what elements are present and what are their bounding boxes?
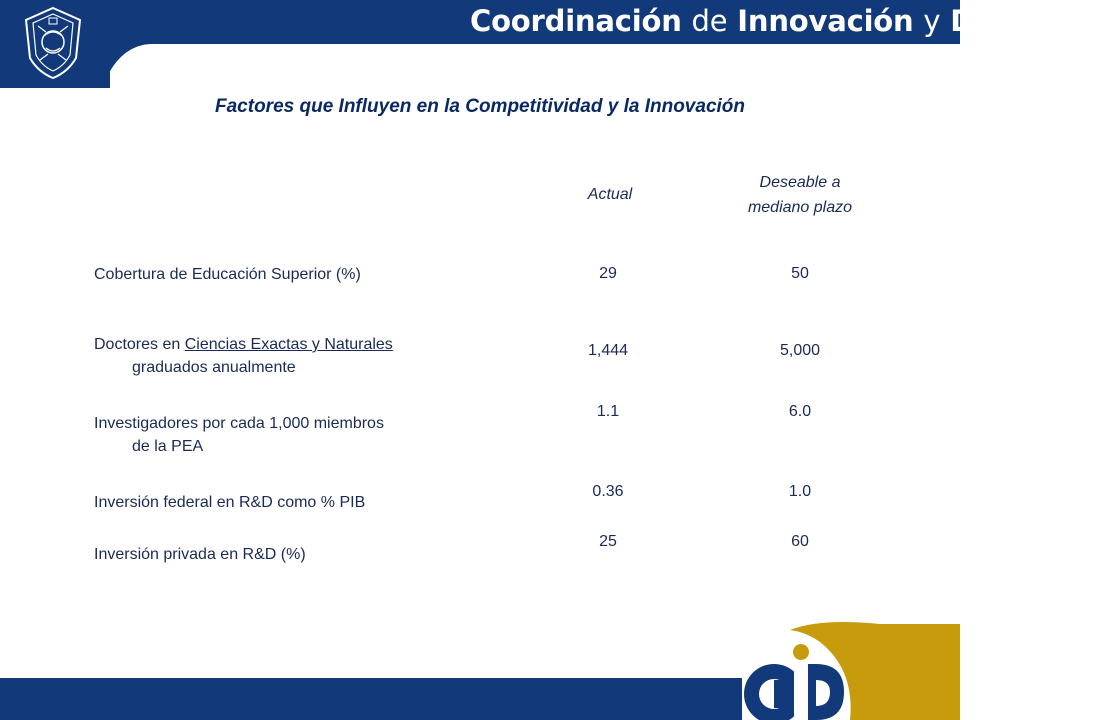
footer-band (0, 610, 960, 720)
row-value-target: 5,000 (779, 342, 821, 359)
row-label-doctors (94, 333, 393, 379)
row-label-private-investment: Inversión privada en R&D (%) (94, 546, 306, 563)
row-label-researchers-line1: Investigadores por cada 1,000 miembros (94, 415, 384, 432)
row-value-actual: 1,444 (587, 342, 629, 359)
row-label-doctors-prefix: Doctores en (94, 336, 185, 353)
row-value-target: 1.0 (788, 483, 812, 500)
row-value-actual: 29 (599, 265, 617, 282)
row-label-education-coverage: Cobertura de Educación Superior (%) (94, 266, 361, 283)
row-label-doctors-line2: graduados anualmente (132, 359, 296, 376)
row-value-actual: 0.36 (592, 483, 624, 500)
slide-title: Factores que Influyen en la Competitividad y la Innovación (215, 96, 745, 117)
row-label-federal-investment: Inversión federal en R&D como % PIB (94, 494, 366, 511)
row-label-doctors-field: Ciencias Exactas y Naturales (184, 336, 393, 353)
header-title-part3: Innovación (727, 4, 924, 38)
unam-crest-icon (22, 6, 84, 80)
header-title (470, 4, 1117, 38)
row-value-target: 50 (791, 265, 809, 282)
header-title-part1: Coordinación (470, 4, 692, 38)
column-header-target-line2: mediano plazo (747, 199, 853, 216)
column-header-actual: Actual (587, 186, 633, 203)
row-value-target: 60 (791, 533, 809, 550)
column-header-target (700, 170, 900, 220)
header-title-part5: Desarrollo (940, 4, 1117, 38)
header-title-part2: de (691, 4, 728, 38)
row-label-researchers-line2: de la PEA (132, 438, 204, 455)
header-title-part4: y (923, 4, 941, 38)
row-value-target: 6.0 (788, 403, 812, 420)
column-header-target-line1: Deseable a (759, 174, 841, 191)
row-label-researchers (94, 412, 384, 458)
row-value-actual: 1.1 (596, 403, 620, 420)
row-value-actual: 25 (599, 533, 617, 550)
